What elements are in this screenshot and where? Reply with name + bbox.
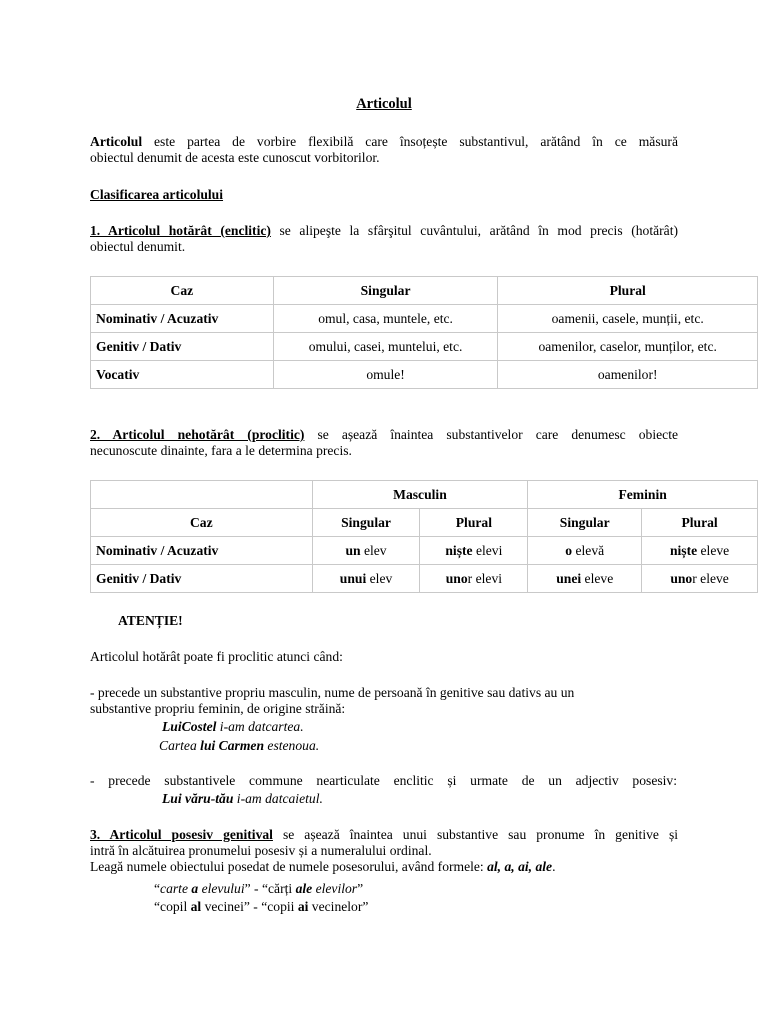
example-bold: LuiCostel (162, 719, 217, 734)
example-text: vecinei” - “copii (201, 899, 298, 914)
indefinite-article-table (90, 480, 758, 593)
case-cell: Genitiv / Dativ (91, 333, 274, 361)
article-form: o (565, 542, 573, 558)
plural-cell: oamenii, casele, munții, etc. (498, 305, 758, 333)
example-text: ” - “cărți (244, 881, 296, 896)
noun-form: elevi (472, 542, 503, 558)
table-row (91, 361, 758, 389)
header-cell: Singular (273, 277, 498, 305)
example-text: “ (154, 881, 161, 896)
section-2-line-2: necunoscute dinainte, fara a le determina precis. (90, 443, 352, 458)
noun-form: elev (366, 570, 393, 586)
example-line-1 (162, 719, 304, 735)
article-form: un (345, 542, 361, 558)
section-2-heading: 2. Articolul nehotărât (proclitic) (90, 427, 305, 442)
article-form: unui (339, 570, 367, 586)
attention-point-1-line-1: - precede un substantive propriu masculin, nume de persoană în genitive sau dativs au un (90, 685, 575, 700)
example-bold: al (190, 899, 202, 914)
article-form: uno (670, 570, 693, 586)
header-cell: Plural (642, 509, 758, 537)
plural-cell: oamenilor, caselor, munților, etc. (498, 333, 758, 361)
section-3-line-1 (90, 827, 678, 843)
section-2-line-1-text: se așează înaintea substantivelor care denumesc obiecte (304, 427, 678, 442)
example-text: elevilor (312, 881, 358, 896)
intro-line-2: obiectul denumit de acesta este cunoscut vorbitorilor. (90, 150, 380, 165)
example-line-2 (159, 738, 319, 754)
section-3-paragraph (90, 827, 678, 875)
group-header-masculin: Masculin (312, 481, 528, 509)
example-text: carte (160, 881, 192, 896)
example-bold: a (191, 881, 199, 896)
noun-form: elevă (572, 542, 605, 558)
plural-cell: oamenilor! (498, 361, 758, 389)
case-cell: Nominativ / Acuzativ (91, 537, 313, 565)
intro-bold-term: Articolul (90, 134, 143, 149)
empty-header-cell (91, 481, 313, 509)
table-row (91, 305, 758, 333)
noun-form: eleve (697, 542, 730, 558)
noun-form: eleve (581, 570, 614, 586)
example-line-3 (162, 791, 323, 807)
section-1-heading: 1. Articolul hotărât (enclitic) (90, 223, 271, 238)
header-cell: Caz (91, 277, 274, 305)
article-form: niște (445, 542, 473, 558)
example-text: Cartea (159, 738, 201, 753)
article-form: niște (669, 542, 698, 558)
form-cell (642, 565, 758, 593)
section-3-example-2 (154, 899, 368, 915)
header-cell: Caz (91, 509, 313, 537)
example-text: i-am datcaietul. (233, 791, 323, 806)
form-cell (642, 537, 758, 565)
header-cell: Plural (420, 509, 528, 537)
section-3-line-3 (90, 859, 678, 875)
header-cell: Plural (498, 277, 758, 305)
example-text: estenoua. (264, 738, 320, 753)
page-title: Articolul (356, 96, 412, 112)
section-3-line-1-text: se așează înaintea unui substantive sau pronume în genitive și (272, 827, 679, 842)
intro-line-1 (90, 134, 678, 150)
noun-form: r eleve (692, 570, 729, 586)
table-row (91, 565, 758, 593)
singular-cell: omului, casei, muntelui, etc. (273, 333, 498, 361)
section-3-line-3-end: . (552, 859, 556, 874)
table-row (91, 537, 758, 565)
attention-heading: ATENȚIE! (118, 613, 183, 628)
definite-article-table (90, 276, 758, 389)
case-cell: Genitiv / Dativ (91, 565, 313, 593)
attention-point-1 (90, 685, 690, 717)
section-2-paragraph (90, 427, 678, 459)
table-row (91, 333, 758, 361)
section-1-line-2: obiectul denumit. (90, 239, 186, 254)
noun-form: elev (360, 542, 387, 558)
case-cell: Vocativ (91, 361, 274, 389)
example-text: vecinelor” (308, 899, 369, 914)
section-3-line-2: intră în alcătuirea pronumelui posesiv și a numeralului ordinal. (90, 843, 432, 858)
form-cell (528, 537, 642, 565)
header-cell: Singular (312, 509, 420, 537)
table-header-row (91, 277, 758, 305)
article-form: unei (556, 570, 582, 586)
form-cell (528, 565, 642, 593)
example-bold: Lui văru-tău (162, 791, 234, 806)
form-cell (312, 565, 420, 593)
attention-intro: Articolul hotărât poate fi proclitic atunci când: (90, 649, 343, 664)
group-header-feminin: Feminin (528, 481, 758, 509)
form-cell (420, 537, 528, 565)
section-1-line-1-text: se alipeşte la sfârşitul cuvântului, arătând în mod precis (hotărât) (270, 223, 678, 238)
example-bold: ale (295, 881, 313, 896)
section-3-heading: 3. Articolul posesiv genitival (90, 827, 273, 842)
singular-cell: omule! (273, 361, 498, 389)
section-1-line-1 (90, 223, 678, 239)
example-bold: lui Carmen (200, 738, 265, 753)
section-2-line-1 (90, 427, 678, 443)
attention-point-2: - precede substantivele commune nearticulate enclitic și urmate de un adjectiv posesiv: (90, 773, 677, 788)
section-3-example-1 (154, 881, 363, 897)
example-text: elevului (198, 881, 245, 896)
article-form: uno (445, 570, 468, 586)
intro-line-1-text: este partea de vorbire flexibilă care însoțește substantivul, arătând în ce măsură (142, 134, 678, 149)
classification-heading: Clasificarea articolului (90, 187, 224, 202)
example-bold: ai (297, 899, 309, 914)
attention-point-1-line-2: substantive propriu feminin, de origine străină: (90, 701, 346, 716)
section-1-paragraph (90, 223, 678, 255)
intro-paragraph (90, 134, 678, 166)
table-header-row (91, 509, 758, 537)
example-text: ” (357, 881, 364, 896)
article-forms: al, a, ai, ale (487, 859, 553, 874)
header-cell: Singular (528, 509, 642, 537)
example-text: “copil (154, 899, 191, 914)
case-cell: Nominativ / Acuzativ (91, 305, 274, 333)
example-text: i-am datcartea. (216, 719, 304, 734)
singular-cell: omul, casa, muntele, etc. (273, 305, 498, 333)
section-3-line-3-text: Leagă numele obiectului posedat de numele posesorului, având formele: (90, 859, 488, 874)
form-cell (420, 565, 528, 593)
table-group-header-row (91, 481, 758, 509)
form-cell (312, 537, 420, 565)
noun-form: r elevi (467, 570, 503, 586)
